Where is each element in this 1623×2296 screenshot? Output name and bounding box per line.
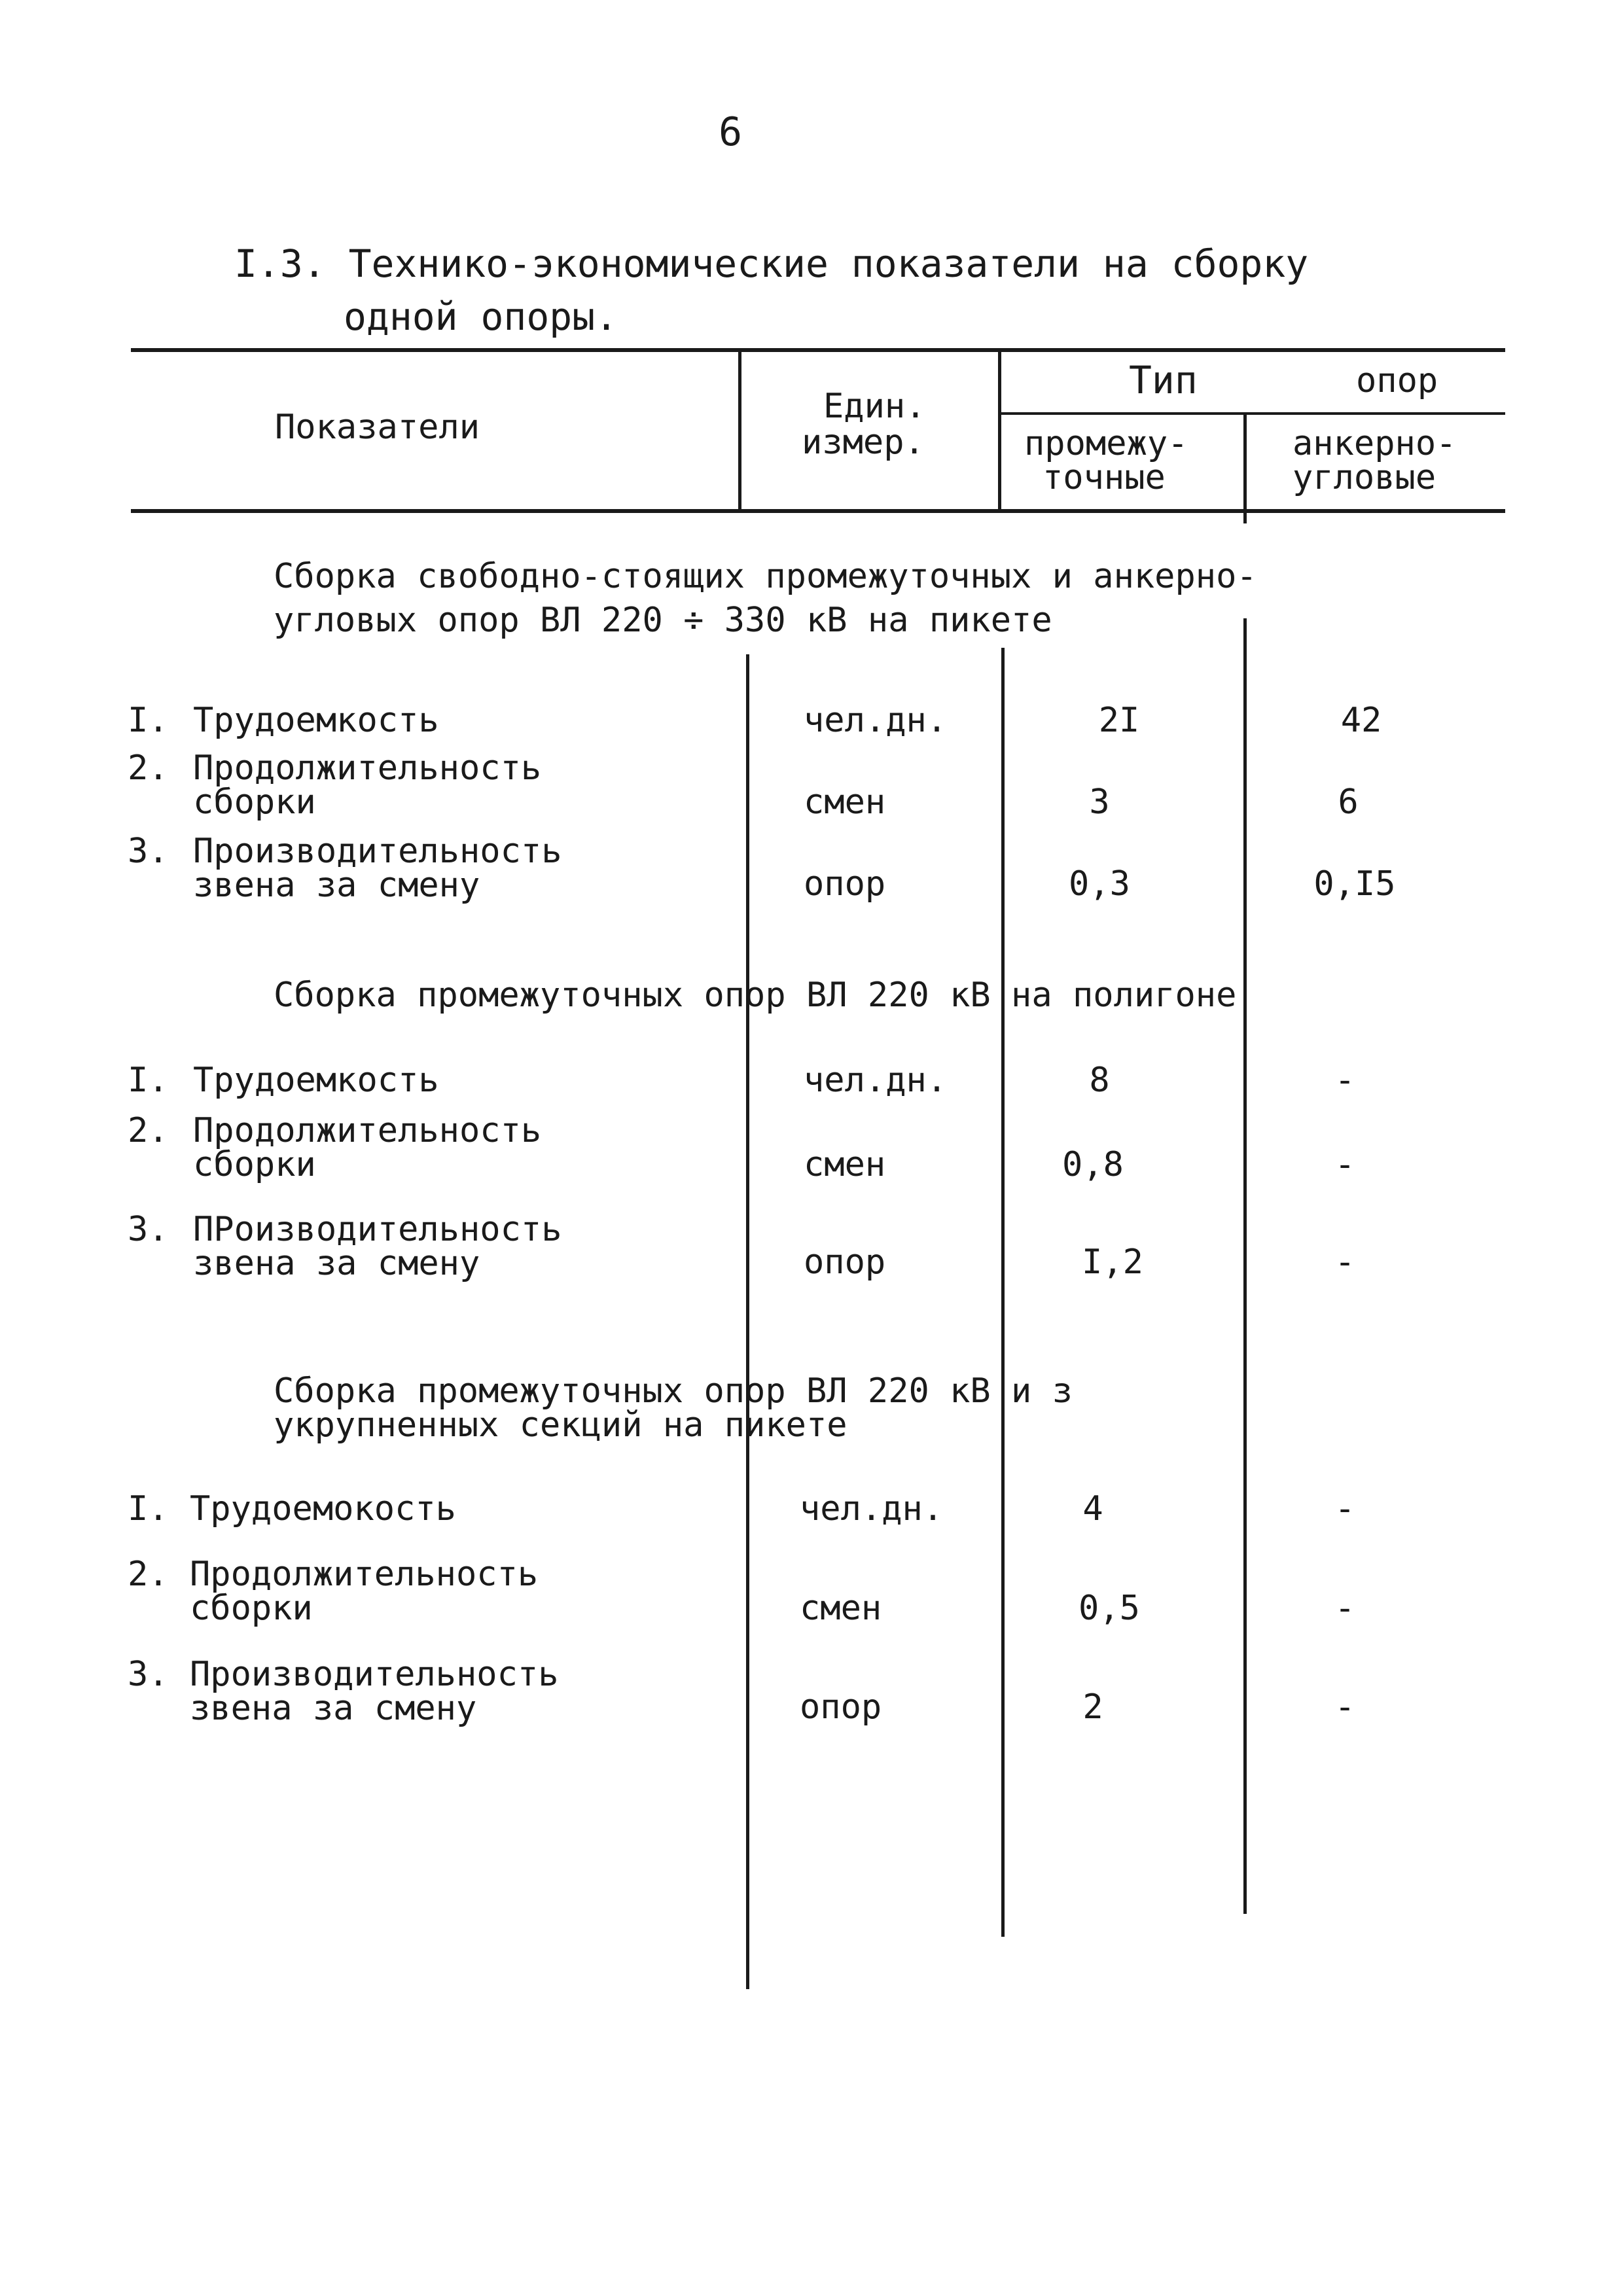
row-unit: чел.дн.: [800, 1489, 944, 1528]
row-name-line2: сборки: [193, 1145, 316, 1184]
row-unit: опор: [804, 864, 886, 904]
row-name: Продолжительность: [193, 749, 542, 788]
row-unit: опор: [804, 1243, 886, 1282]
row-value-anchor: 42: [1340, 701, 1382, 740]
row-value-anchor: -: [1334, 1243, 1355, 1282]
row-name: Трудоемокость: [190, 1489, 456, 1528]
column-divider-col1: [1001, 648, 1005, 1937]
header-divider-1: [738, 348, 741, 513]
row-number: I.: [128, 1489, 169, 1528]
header-type-right: опор: [1356, 361, 1438, 400]
section-title-line2: укрупненных секций на пикете: [274, 1405, 847, 1445]
header-type-left: Тип: [1129, 358, 1198, 402]
row-name-line2: звена за смену: [190, 1689, 477, 1728]
row-value-intermediate: 3: [1089, 783, 1110, 822]
row-name: Производительность: [193, 832, 562, 871]
row-unit: смен: [800, 1589, 882, 1628]
row-number: I.: [128, 1061, 169, 1100]
row-value-intermediate: 2: [1082, 1687, 1103, 1727]
section-title: Сборка промежуточных опор ВЛ 220 кВ на полигоне: [274, 976, 1237, 1015]
row-value-intermediate: I,2: [1082, 1243, 1143, 1282]
section-title: Сборка промежуточных опор ВЛ 220 кВ и з: [274, 1371, 1073, 1411]
header-col1-line2: точные: [1043, 458, 1166, 497]
row-unit: смен: [804, 1145, 886, 1184]
row-unit: чел.дн.: [804, 1061, 948, 1100]
table-top-rule: [131, 348, 1505, 352]
row-value-intermediate: 0,8: [1062, 1145, 1124, 1184]
row-name-line2: звена за смену: [193, 866, 480, 905]
header-indicators: Показатели: [275, 408, 480, 447]
row-value-anchor: -: [1334, 1687, 1355, 1727]
row-value-intermediate: 0,3: [1069, 864, 1130, 904]
header-divider-2: [998, 348, 1001, 513]
row-unit: чел.дн.: [804, 701, 948, 740]
header-col1-line1: промежу-: [1024, 424, 1188, 463]
page-number: 6: [719, 109, 743, 155]
section-title-line2: угловых опор ВЛ 220 ÷ 330 кВ на пикете: [274, 601, 1052, 640]
row-number: 2.: [128, 749, 169, 788]
header-col2-line2: угловые: [1293, 458, 1436, 497]
header-bottom-rule: [131, 509, 1505, 513]
column-divider-unit: [746, 654, 749, 1989]
row-name: Продолжительность: [193, 1111, 542, 1150]
row-value-anchor: -: [1334, 1145, 1355, 1184]
row-value-anchor: -: [1334, 1489, 1355, 1528]
row-value-anchor: -: [1334, 1589, 1355, 1628]
row-name: Производительность: [190, 1655, 559, 1694]
row-value-anchor: 0,I5: [1313, 864, 1396, 904]
row-number: 2.: [128, 1111, 169, 1150]
row-name: Продолжительность: [190, 1555, 539, 1594]
row-value-intermediate: 4: [1082, 1489, 1103, 1528]
row-name: Трудоемкость: [193, 1061, 439, 1100]
row-unit: опор: [800, 1687, 882, 1727]
row-name-line2: сборки: [193, 783, 316, 822]
section-title: Сборка свободно-стоящих промежуточных и анкерно-: [274, 557, 1257, 596]
header-unit-line2: измер.: [802, 423, 925, 462]
row-name-line2: сборки: [190, 1589, 313, 1628]
header-unit-line1: Един.: [823, 387, 926, 426]
row-value-intermediate: 2I: [1098, 701, 1140, 740]
row-number: 2.: [128, 1555, 169, 1594]
row-number: 3.: [128, 832, 169, 871]
row-value-intermediate: 8: [1089, 1061, 1110, 1100]
row-number: 3.: [128, 1655, 169, 1694]
document-title-line2: одной опоры.: [344, 294, 618, 339]
row-unit: смен: [804, 783, 886, 822]
row-number: I.: [128, 701, 169, 740]
row-value-anchor: 6: [1338, 783, 1359, 822]
row-name-line2: звена за смену: [193, 1244, 480, 1283]
header-divider-3: [1243, 412, 1247, 523]
row-value-intermediate: 0,5: [1079, 1589, 1140, 1628]
header-type-rule: [1001, 412, 1505, 415]
row-number: 3.: [128, 1210, 169, 1249]
row-name: ПРоизводительность: [193, 1210, 562, 1249]
row-value-anchor: -: [1334, 1061, 1355, 1100]
row-name: Трудоемкость: [193, 701, 439, 740]
header-col2-line1: анкерно-: [1293, 424, 1457, 463]
document-title: I.3. Технико-экономические показатели на сборку: [234, 241, 1309, 286]
